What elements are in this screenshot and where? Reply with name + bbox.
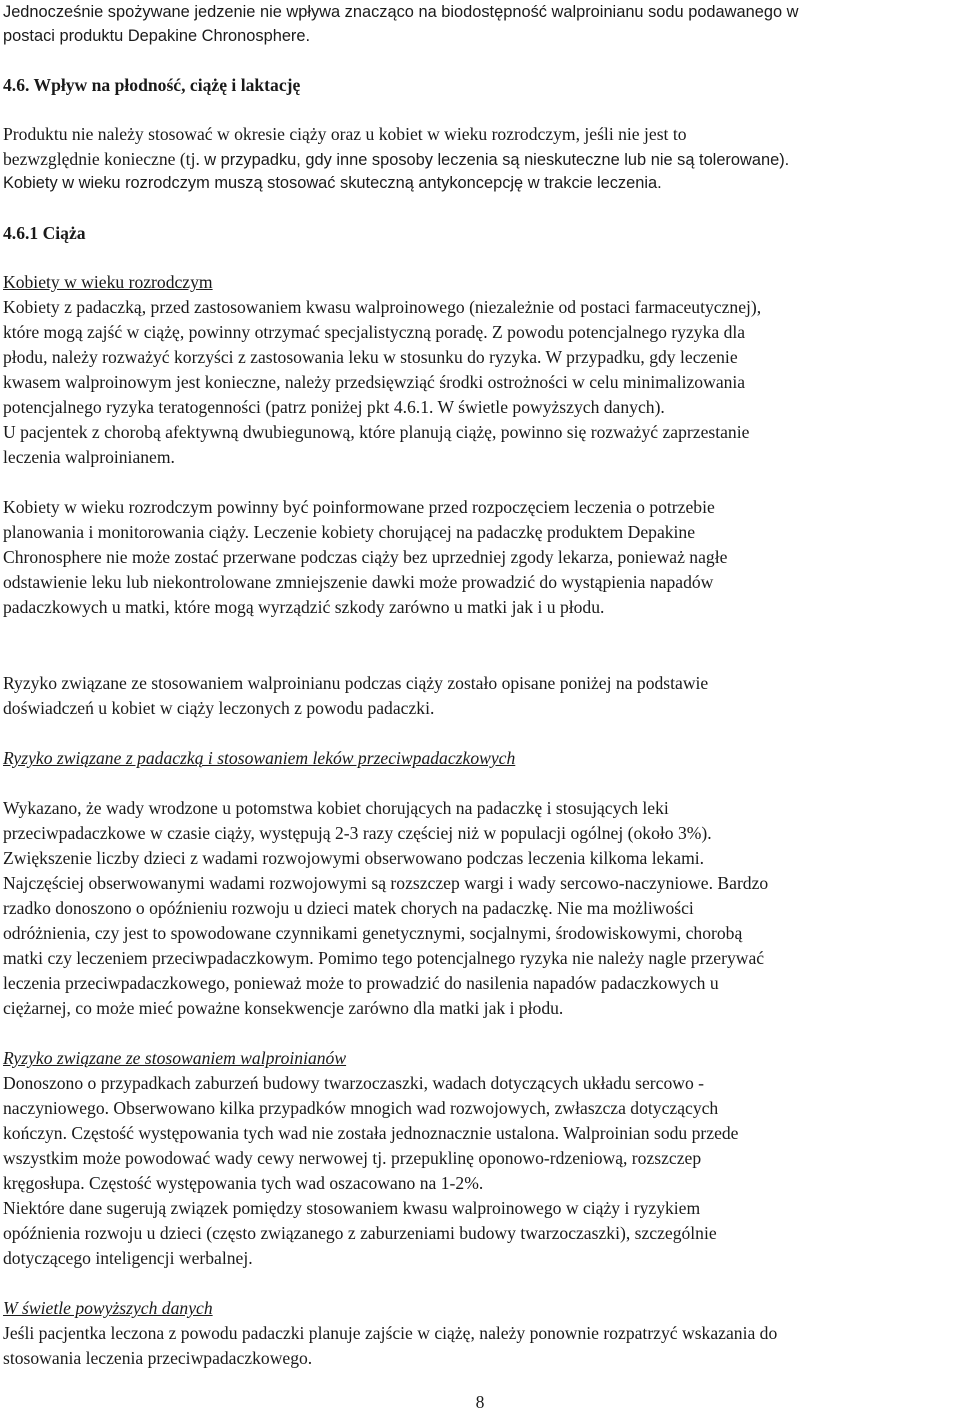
text-line: Produktu nie należy stosować w okresie ciąży oraz u kobiet w wieku rozrodczym, jeśli nie jest to xyxy=(3,124,687,144)
text-segment: w przypadku, gdy inne sposoby leczenia są nieskuteczne lub nie są tolerowane). xyxy=(204,151,790,169)
text-line: postaci produktu Depakine Chronosphere. xyxy=(3,27,311,45)
underlined-italic-heading: Ryzyko związane z padaczką i stosowaniem leków przeciwpadaczkowych xyxy=(3,748,516,768)
text-line: Chronosphere nie może zostać przerwane podczas ciąży bez uprzedniej zgody lekarza, ponieważ nagłe xyxy=(3,547,728,567)
text-line: potencjalnego ryzyka teratogenności (patrz poniżej pkt 4.6.1. W świetle powyższych danych). xyxy=(3,397,665,417)
text-line: leczenia przeciwpadaczkowego, ponieważ może to prowadzić do nasilenia napadów padaczkowych u xyxy=(3,973,719,993)
underlined-italic-heading: W świetle powyższych danych xyxy=(3,1298,213,1318)
text-line: Zwiększenie liczby dzieci z wadami rozwojowymi obserwowano podczas leczenia kilkoma lekami. xyxy=(3,848,705,868)
underlined-heading: Kobiety w wieku rozrodczym xyxy=(3,272,213,292)
text-line: Niektóre dane sugerują związek pomiędzy stosowaniem kwasu walproinowego w ciąży i ryzykiem xyxy=(3,1198,701,1218)
text-line: matki czy leczeniem przeciwpadaczkowym. Pomimo tego potencjalnego ryzyka nie należy nagle przerywać xyxy=(3,948,765,968)
text-line: dotyczącego inteligencji werbalnej. xyxy=(3,1248,253,1268)
text-line: Najczęściej obserwowanymi wadami rozwojowymi są rozszczep wargi i wady sercowo-naczyniowe. Bardzo xyxy=(3,873,769,893)
text-line: Donoszono o przypadkach zaburzeń budowy twarzoczaszki, wadach dotyczących układu sercowo - xyxy=(3,1073,705,1093)
text-line: opóźnienia rozwoju u dzieci (często związanego z zaburzeniami budowy twarzoczaszki), szczególnie xyxy=(3,1223,717,1243)
text-line: naczyniowego. Obserwowano kilka przypadków mnogich wad rozwojowych, zwłaszcza dotyczących xyxy=(3,1098,719,1118)
text-line: Kobiety w wieku rozrodczym powinny być poinformowane przed rozpoczęciem leczenia o potrzebie xyxy=(3,497,715,517)
text-line: Jednocześnie spożywane jedzenie nie wpływa znacząco na biodostępność walproinianu sodu podawanego w xyxy=(3,3,799,21)
text-line: przeciwpadaczkowe w czasie ciąży, występują 2-3 razy częściej niż w populacji ogólnej (około 3%). xyxy=(3,823,712,843)
text-line-mixed xyxy=(3,147,789,173)
text-line: odstawienie leku lub niekontrolowane zmniejszenie dawki może prowadzić do wystąpienia napadów xyxy=(3,572,714,592)
text-line: kręgosłupa. Częstość występowania tych wad oszacowano na 1-2%. xyxy=(3,1173,484,1193)
text-line: Kobiety z padaczką, przed zastosowaniem kwasu walproinowego (niezależnie od postaci farmaceutycznej), xyxy=(3,297,762,317)
text-line: doświadczeń u kobiet w ciąży leczonych z powodu padaczki. xyxy=(3,698,435,718)
text-line: kończyn. Częstość występowania tych wad nie została jednoznacznie ustalona. Walproinian sodu przede xyxy=(3,1123,739,1143)
page-number: 8 xyxy=(475,1392,485,1412)
text-line: U pacjentek z chorobą afektywną dwubiegunową, które planują ciążę, powinno się rozważyć zaprzestanie xyxy=(3,422,750,442)
text-line: odróżnienia, czy jest to spowodowane czynnikami genetycznymi, socjalnymi, środowiskowymi, chorobą xyxy=(3,923,743,943)
text-line: wszystkim może powodować wady cewy nerwowej tj. przepuklinę oponowo-rdzeniową, rozszczep xyxy=(3,1148,702,1168)
subsection-heading: 4.6.1 Ciąża xyxy=(3,223,86,243)
underlined-italic-heading: Ryzyko związane ze stosowaniem walproinianów xyxy=(3,1048,347,1068)
text-line: Kobiety w wieku rozrodczym muszą stosować skuteczną antykoncepcję w trakcie leczenia. xyxy=(3,174,662,192)
text-line: Wykazano, że wady wrodzone u potomstwa kobiet chorujących na padaczkę i stosujących leki xyxy=(3,798,669,818)
text-line: Jeśli pacjentka leczona z powodu padaczki planuje zajście w ciążę, należy ponownie rozpatrzyć wskazania do xyxy=(3,1323,778,1343)
text-line: płodu, należy rozważyć korzyści z zastosowania leku w stosunku do ryzyka. W przypadku, gdy leczenie xyxy=(3,347,738,367)
text-line: stosowania leczenia przeciwpadaczkowego. xyxy=(3,1348,313,1368)
text-line: rzadko donoszono o opóźnieniu rozwoju u dzieci matek chorych na padaczkę. Nie ma możliwości xyxy=(3,898,694,918)
text-line: które mogą zajść w ciążę, powinny otrzymać specjalistyczną poradę. Z powodu potencjalnego ryzyka dla xyxy=(3,322,746,342)
text-line: kwasem walproinowym jest konieczne, należy przedsięwziąć środki ostrożności w celu minimalizowania xyxy=(3,372,746,392)
section-heading: 4.6. Wpływ na płodność, ciążę i laktację xyxy=(3,75,301,95)
text-line: Ryzyko związane ze stosowaniem walproinianu podczas ciąży zostało opisane poniżej na podstawie xyxy=(3,673,709,693)
text-line: ciężarnej, co może mieć poważne konsekwencje zarówno dla matki jak i płodu. xyxy=(3,998,564,1018)
text-line: padaczkowych u matki, które mogą wyrządzić szkody zarówno u matki jak i u płodu. xyxy=(3,597,605,617)
text-segment: bezwzględnie konieczne (tj. xyxy=(3,149,205,169)
text-line: leczenia walproinianem. xyxy=(3,447,175,467)
text-line: planowania i monitorowania ciąży. Leczenie kobiety chorującej na padaczkę produktem Depakine xyxy=(3,522,696,542)
